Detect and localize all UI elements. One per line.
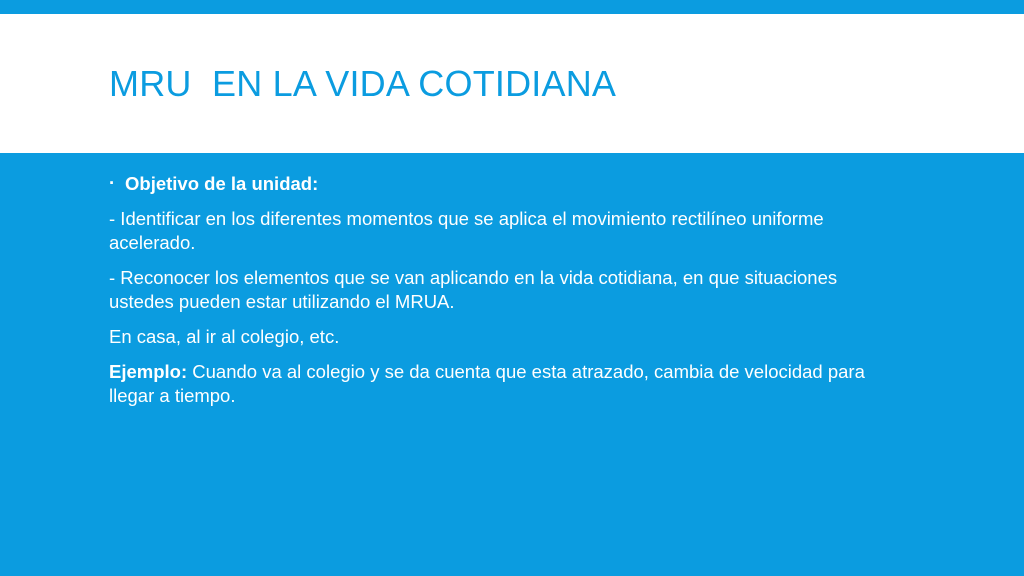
objective-heading	[109, 172, 899, 196]
slide-content	[109, 172, 899, 419]
bullet-icon: ·	[109, 172, 116, 193]
objective-paragraph-2: - Reconocer los elementos que se van aplicando en la vida cotidiana, en que situaciones ustedes pueden estar utilizando el MRUA.	[109, 267, 838, 312]
example-text: Cuando va al colegio y se da cuenta que esta atrazado, cambia de velocidad para llegar a tiempo.	[109, 361, 865, 406]
slide-title: MRU EN LA VIDA COTIDIANA	[109, 63, 617, 104]
examples-line: En casa, al ir al colegio, etc.	[109, 326, 340, 347]
objective-paragraph-1: - Identificar en los diferentes momentos que se aplica el movimiento rectilíneo uniforme acelerado.	[109, 208, 824, 253]
example-label: Ejemplo:	[109, 361, 188, 382]
objective-heading-text: Objetivo de la unidad:	[125, 173, 319, 194]
example-paragraph	[109, 360, 899, 408]
